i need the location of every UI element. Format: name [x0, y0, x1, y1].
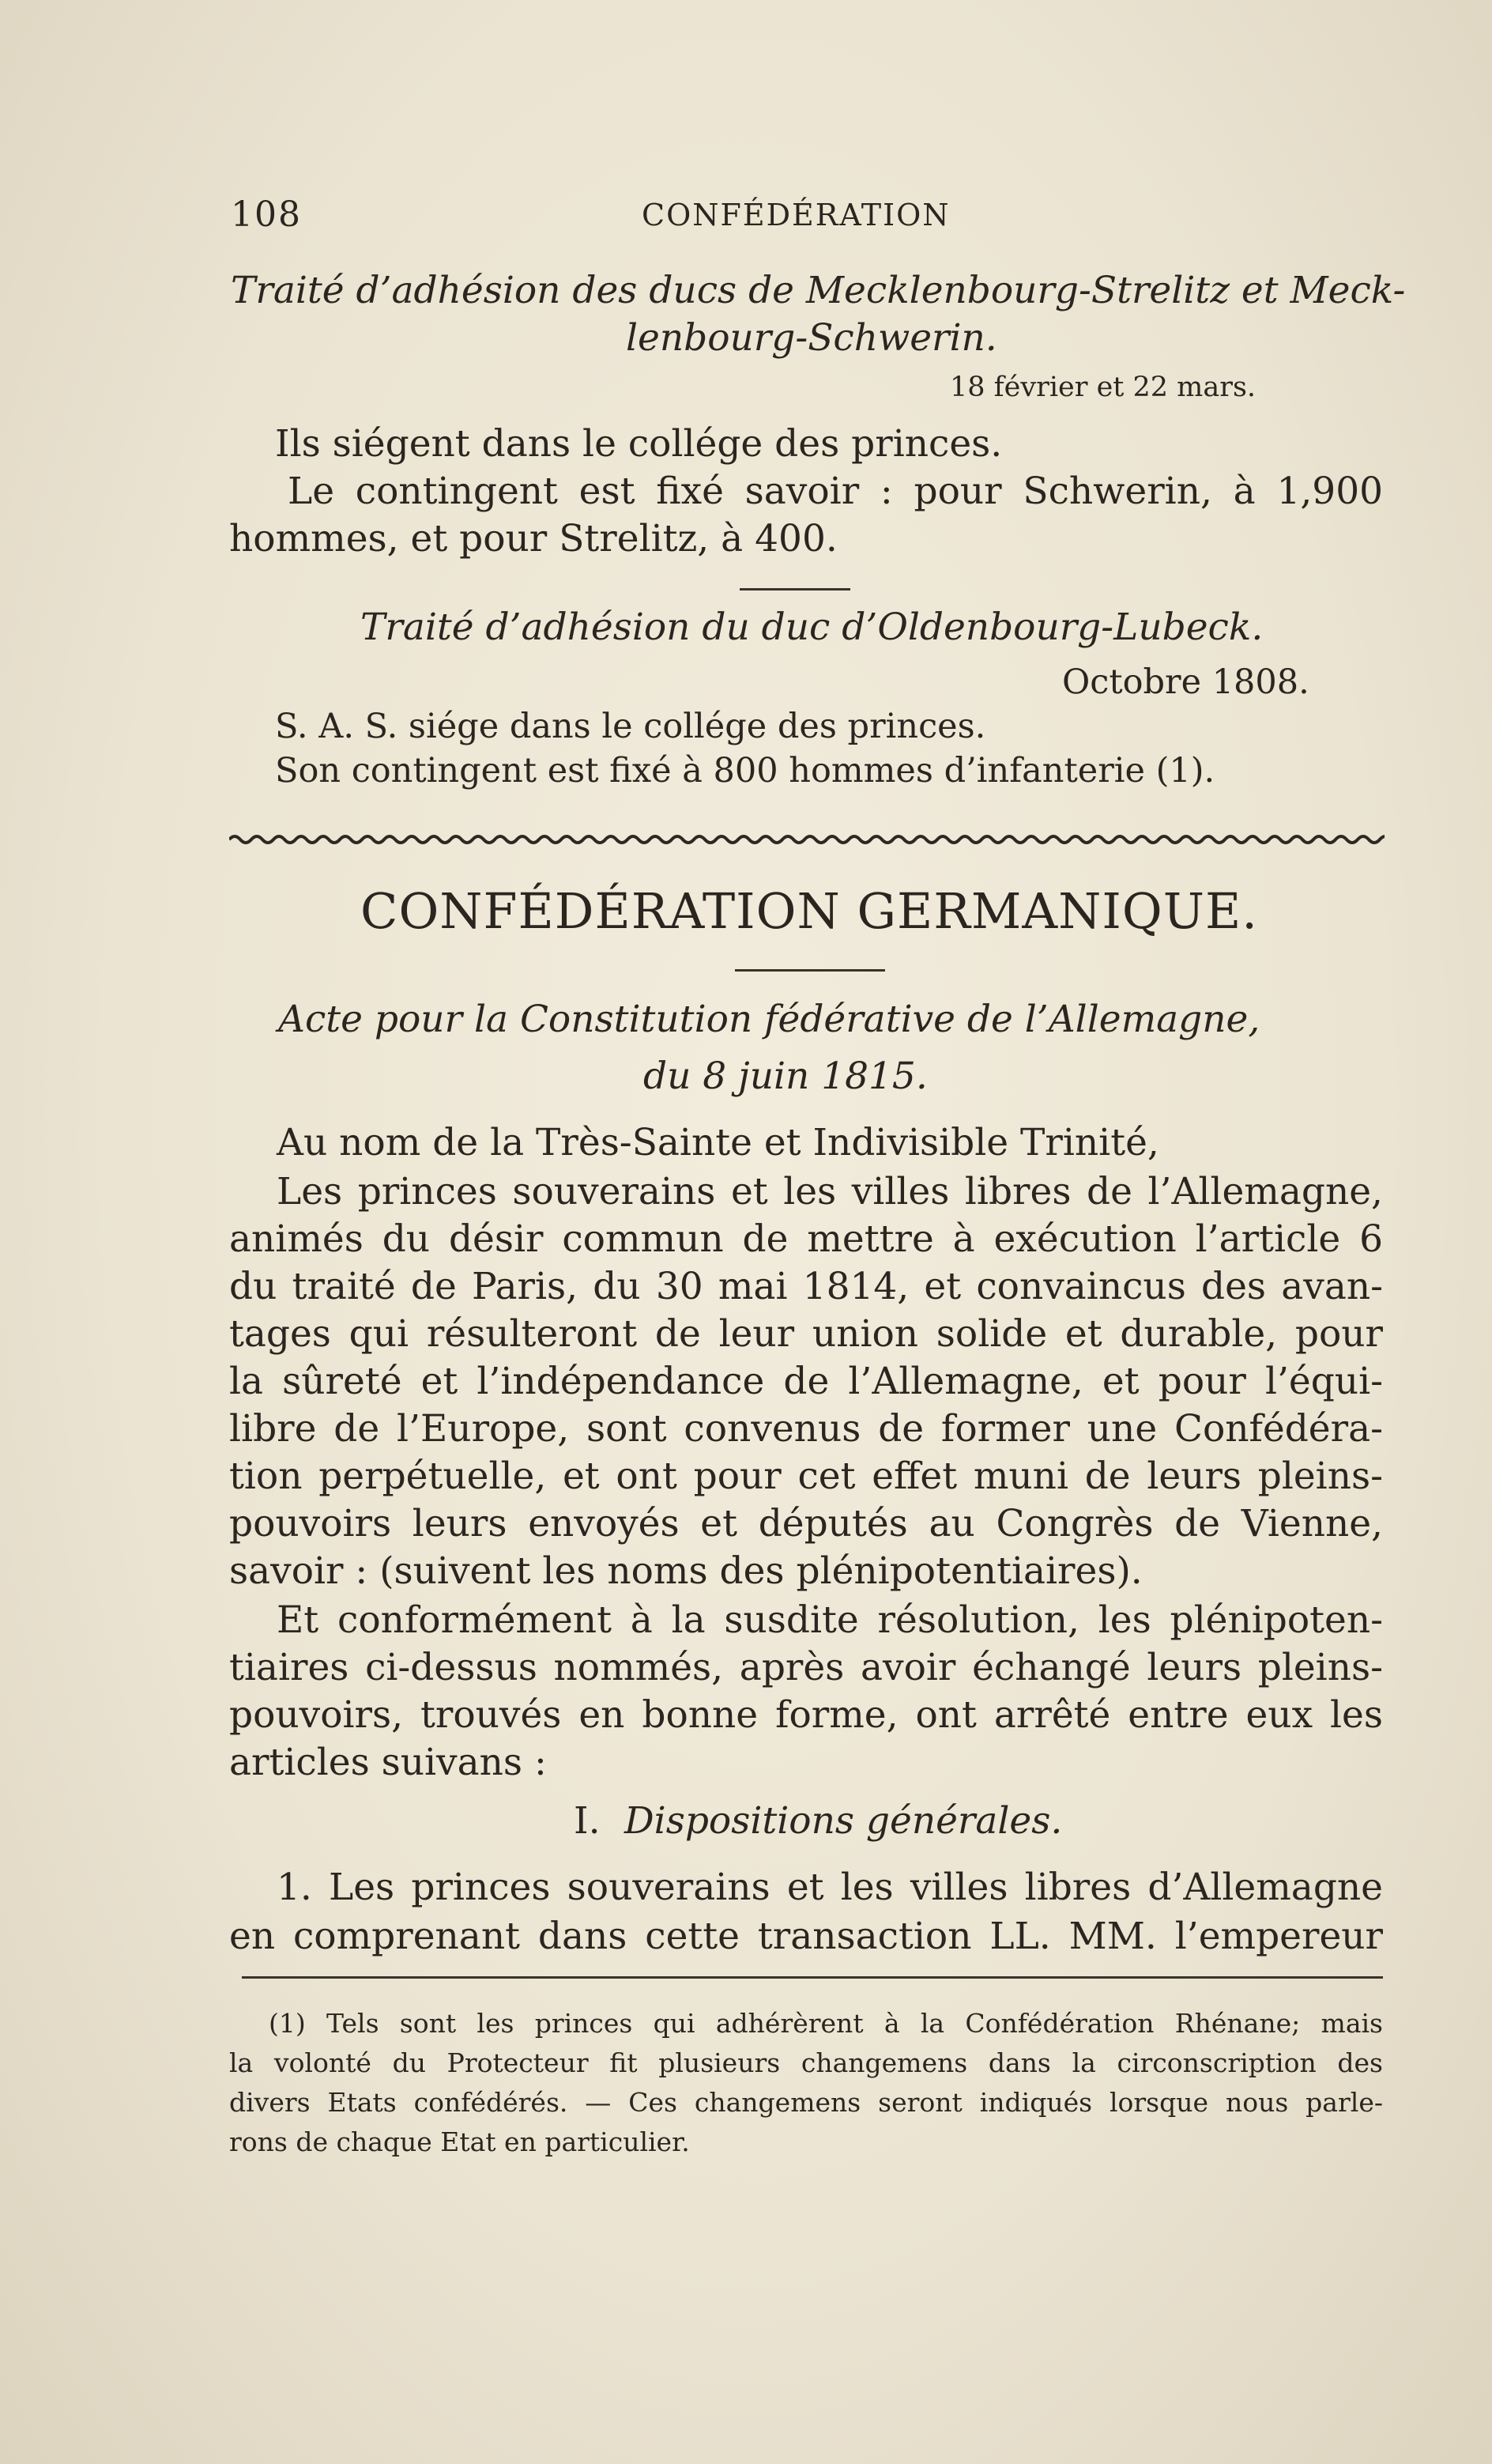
body-line: Et conformément à la susdite résolution, les plénipoten-	[277, 1598, 1383, 1642]
page-number: 108	[231, 194, 302, 235]
body-line: tion perpétuelle, et ont pour cet effet muni de leurs pleins-	[229, 1455, 1383, 1498]
ornamental-rule	[229, 832, 1385, 847]
treaty-title-line-2: lenbourg-Schwerin.	[626, 316, 997, 360]
section-heading: CONFÉDÉRATION GERMANIQUE.	[360, 882, 1258, 940]
body-line: Au nom de la Très-Sainte et Indivisible Trinité,	[277, 1121, 1159, 1164]
body-line: hommes, et pour Strelitz, à 400.	[229, 517, 838, 560]
treaty-title: Traité d’adhésion du duc d’Oldenbourg-Lubeck.	[360, 606, 1264, 649]
act-title-line-1: Acte pour la Constitution fédérative de l’Allemagne,	[278, 998, 1260, 1041]
footnote-rule	[242, 1976, 1383, 1979]
body-line: Les princes souverains et les villes libres de l’Allemagne,	[277, 1170, 1383, 1213]
act-title-line-2: du 8 juin 1815.	[643, 1055, 928, 1098]
section-title: Dispositions générales.	[624, 1799, 1063, 1843]
body-line: tages qui résulteront de leur union solide et durable, pour	[229, 1312, 1383, 1356]
body-line: S. A. S. siége dans le collége des princes.	[275, 707, 986, 746]
footnote-line: rons de chaque Etat en particulier.	[229, 2126, 690, 2157]
running-title: CONFÉDÉRATION	[642, 198, 951, 232]
body-line: articles suivans :	[229, 1741, 547, 1784]
body-line: savoir : (suivent les noms des plénipotentiaires).	[229, 1549, 1143, 1593]
treaty-title-line-1: Traité d’adhésion des ducs de Mecklenbourg-Strelitz et Meck-	[231, 269, 1406, 312]
section-number: I.	[574, 1799, 601, 1843]
separator-rule	[740, 588, 850, 591]
body-line: animés du désir commun de mettre à exécution l’article 6	[229, 1217, 1383, 1261]
body-line: Le contingent est fixé savoir : pour Schwerin, à 1,900	[288, 470, 1383, 513]
article-line: en comprenant dans cette transaction LL. MM. l’empereur	[229, 1915, 1383, 1958]
footnote-line: la volonté du Protecteur fit plusieurs changemens dans la circonscription des	[229, 2047, 1383, 2078]
body-line: du traité de Paris, du 30 mai 1814, et convaincus des avan-	[229, 1265, 1383, 1308]
body-line: Ils siégent dans le collége des princes.	[275, 422, 1003, 466]
footnote-line: (1) Tels sont les princes qui adhérèrent à la Confédération Rhénane; mais	[269, 2008, 1383, 2039]
article-line: 1. Les princes souverains et les villes libres d’Allemagne	[277, 1866, 1383, 1909]
body-line: la sûreté et l’indépendance de l’Allemagne, et pour l’équi-	[229, 1360, 1383, 1403]
footnote-line: divers Etats confédérés. — Ces changemens seront indiqués lorsque nous parle-	[229, 2087, 1383, 2118]
body-line: pouvoirs, trouvés en bonne forme, ont arrêté entre eux les	[229, 1693, 1383, 1737]
body-line: tiaires ci-dessus nommés, après avoir échangé leurs pleins-	[229, 1646, 1383, 1689]
body-line: libre de l’Europe, sont convenus de former une Confédéra-	[229, 1407, 1383, 1451]
treaty-date: Octobre 1808.	[1062, 662, 1309, 702]
body-line: pouvoirs leurs envoyés et députés au Congrès de Vienne,	[229, 1502, 1383, 1545]
body-line: Son contingent est fixé à 800 hommes d’infanterie (1).	[275, 751, 1215, 791]
separator-rule	[735, 969, 885, 972]
treaty-date: 18 février et 22 mars.	[950, 372, 1257, 403]
